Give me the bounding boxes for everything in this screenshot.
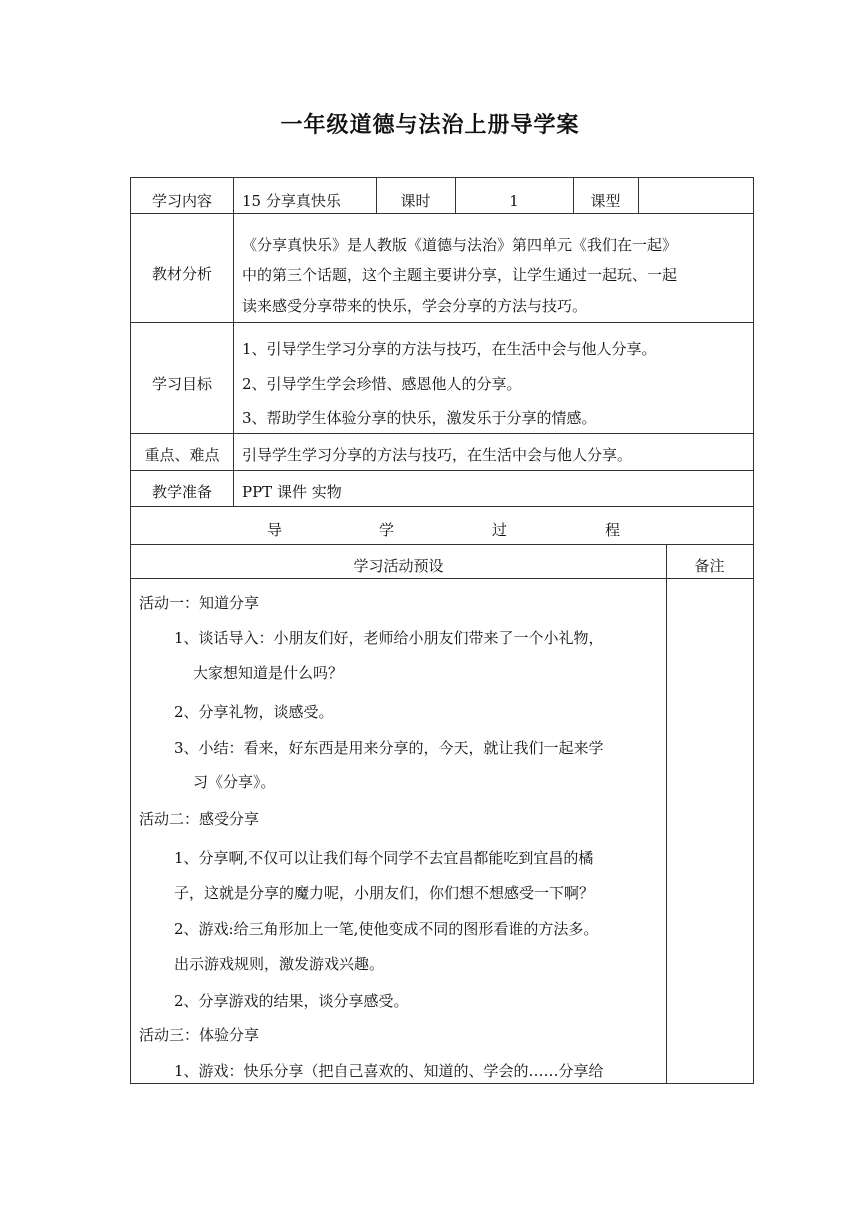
period-value: 1 — [509, 192, 519, 210]
activity-line: 1、分享啊,不仅可以让我们每个同学不去宜昌都能吃到宜昌的橘 — [174, 849, 594, 867]
activity-preset-header: 学习活动预设 — [353, 557, 444, 575]
preparation-value: PPT 课件 实物 — [242, 483, 342, 501]
activity-line: 2、游戏:给三角形加上一笔,使他变成不同的图形看谁的方法多。 — [174, 920, 599, 938]
process-char: 程 — [605, 521, 621, 539]
activity-line: 出示游戏规则，激发游戏兴趣。 — [174, 955, 385, 973]
content-value: 15 分享真快乐 — [242, 192, 341, 210]
period-label: 课时 — [400, 192, 431, 210]
activity-heading: 活动一：知道分享 — [139, 594, 260, 612]
goals-label: 学习目标 — [151, 375, 212, 393]
type-label: 课型 — [590, 192, 621, 210]
notes-header: 备注 — [694, 557, 725, 575]
activity-line: 子，这就是分享的魔力呢，小朋友们，你们想不想感受一下啊？ — [174, 884, 595, 902]
key-points-label: 重点、难点 — [144, 446, 220, 464]
activity-line: 大家想知道是什么吗？ — [193, 664, 344, 682]
analysis-label: 教材分析 — [151, 265, 212, 283]
process-char: 过 — [492, 521, 508, 539]
key-points-value: 引导学生学习分享的方法与技巧，在生活中会与他人分享。 — [242, 446, 633, 464]
page-title: 一年级道德与法治上册导学案 — [280, 113, 580, 138]
analysis-line: 《分享真快乐》是人教版《道德与法治》第四单元《我们在一起》 — [242, 236, 678, 254]
activity-line: 1、游戏：快乐分享（把自己喜欢的、知道的、学会的……分享给 — [174, 1062, 604, 1080]
activity-line: 习《分享》。 — [193, 773, 276, 791]
lesson-plan-table — [130, 177, 754, 1084]
activity-line: 3、小结：看来，好东西是用来分享的，今天，就让我们一起来学 — [174, 739, 604, 757]
analysis-line: 中的第三个话题，这个主题主要讲分享，让学生通过一起玩、一起 — [242, 266, 678, 284]
activity-line: 2、分享礼物，谈感受。 — [174, 703, 334, 721]
content-label: 学习内容 — [151, 192, 212, 210]
activity-heading: 活动三：体验分享 — [139, 1026, 260, 1044]
activity-line: 2、分享游戏的结果，谈分享感受。 — [174, 992, 409, 1010]
goal-item: 2、引导学生学会珍惜、感恩他人的分享。 — [242, 375, 522, 393]
goal-item: 3、帮助学生体验分享的快乐，激发乐于分享的情感。 — [242, 409, 597, 427]
process-char: 导 — [267, 521, 283, 539]
preparation-label: 教学准备 — [151, 483, 212, 501]
process-char: 学 — [379, 521, 395, 539]
goal-item: 1、引导学生学习分享的方法与技巧，在生活中会与他人分享。 — [242, 340, 657, 358]
activity-heading: 活动二：感受分享 — [139, 810, 260, 828]
analysis-line: 读来感受分享带来的快乐，学会分享的方法与技巧。 — [242, 297, 588, 315]
activity-line: 1、谈话导入：小朋友们好，老师给小朋友们带来了一个小礼物， — [174, 629, 604, 647]
